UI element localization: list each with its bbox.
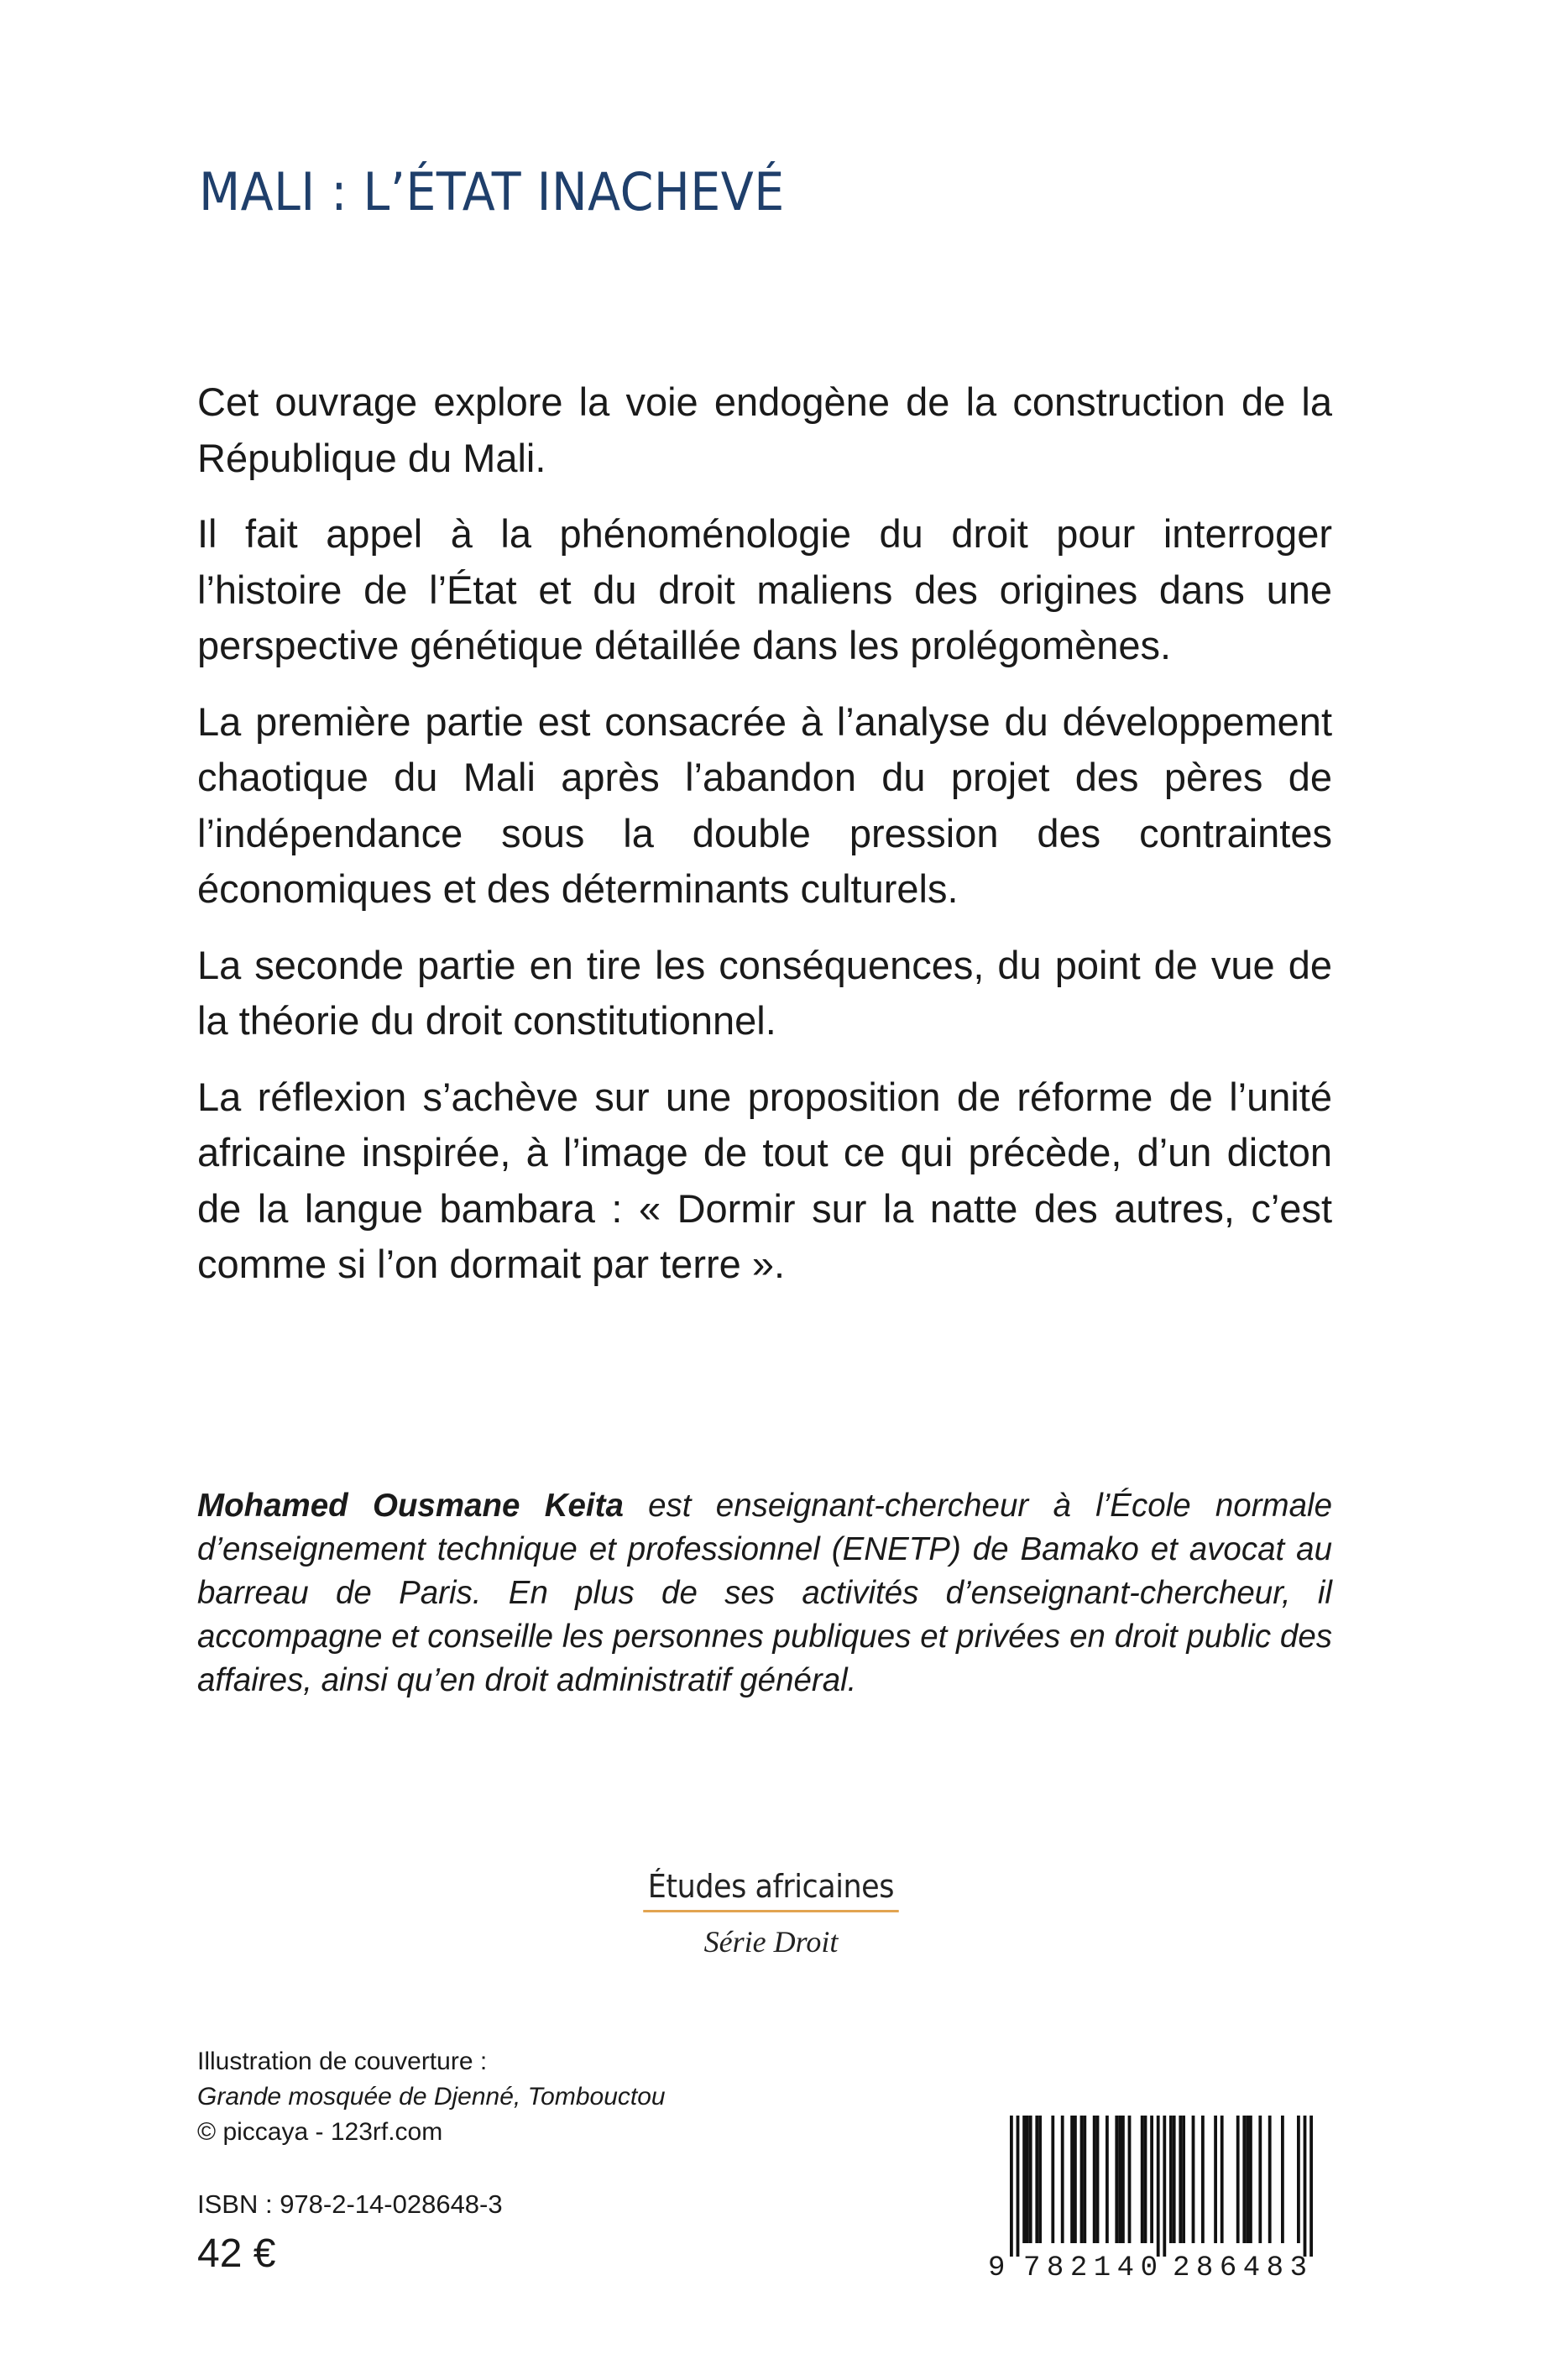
synopsis-paragraph: Cet ouvrage explore la voie endogène de la construction de la République du Mali. bbox=[197, 379, 1332, 480]
credits-label: Illustration de couverture : bbox=[197, 2048, 488, 2075]
barcode-bar bbox=[1173, 2116, 1176, 2243]
barcode-right-digits: 286483 bbox=[1173, 2252, 1307, 2279]
barcode-guard-bar bbox=[1157, 2116, 1160, 2257]
barcode-bar bbox=[1029, 2116, 1032, 2243]
barcode-bar bbox=[1297, 2116, 1300, 2243]
barcode-bar bbox=[1144, 2116, 1147, 2243]
barcode-left-digits: 782140 bbox=[1023, 2252, 1158, 2279]
barcode-bar bbox=[1169, 2116, 1173, 2243]
barcode-bars bbox=[1010, 2116, 1313, 2257]
barcode-bar bbox=[1070, 2116, 1074, 2243]
barcode-bar bbox=[1236, 2116, 1240, 2243]
barcode-bar bbox=[1080, 2116, 1084, 2243]
synopsis-paragraph: La réflexion s’achève sur une proposition de réforme de l’unité africaine inspirée, à l’image de tout ce qui précède, d’un dicton de la langue bambara : « Dormir sur la natte des autres, c’est comme si l’on dormait par terre ». bbox=[197, 1074, 1332, 1286]
credits-work: Grande mosquée de Djenné, Tombouctou bbox=[197, 2083, 666, 2111]
barcode-bar bbox=[1121, 2116, 1125, 2243]
barcode-bar bbox=[1093, 2116, 1096, 2243]
barcode-bar bbox=[1246, 2116, 1249, 2243]
barcode-bar bbox=[1179, 2116, 1182, 2243]
barcode-bar bbox=[1106, 2116, 1109, 2243]
barcode-bar bbox=[1096, 2116, 1100, 2243]
barcode-bar bbox=[1242, 2116, 1246, 2243]
barcode-bar bbox=[1141, 2116, 1144, 2243]
barcode-bar bbox=[1182, 2116, 1185, 2243]
author-bio bbox=[197, 1484, 1332, 1703]
barcode-bar bbox=[1281, 2116, 1284, 2243]
barcode-bar bbox=[1118, 2116, 1121, 2243]
barcode-bar bbox=[1026, 2116, 1029, 2243]
barcode-bar bbox=[1083, 2116, 1086, 2243]
barcode-bar bbox=[1214, 2116, 1217, 2243]
barcode-bar bbox=[1022, 2116, 1026, 2243]
series-block bbox=[0, 1868, 1542, 1959]
author-name: Mohamed Ousmane Keita bbox=[197, 1488, 624, 1524]
series-subtitle: Série Droit bbox=[703, 1925, 839, 1959]
isbn: ISBN : 978-2-14-028648-3 bbox=[197, 2189, 503, 2219]
barcode-bar bbox=[1051, 2116, 1054, 2243]
barcode-bar bbox=[1268, 2116, 1272, 2243]
synopsis-paragraph: Il fait appel à la phénoménologie du droit pour interroger l’histoire de l’État et du droit maliens des origines dans une perspective génétique détaillée dans les prolégomènes. bbox=[197, 511, 1332, 667]
synopsis-paragraph: La seconde partie en tire les conséquences, du point de vue de la théorie du droit constitutionnel. bbox=[197, 942, 1332, 1043]
series-name: Études africaines bbox=[643, 1868, 898, 1912]
barcode-bar bbox=[1249, 2116, 1252, 2243]
barcode-bar bbox=[1150, 2116, 1153, 2243]
barcode-bar bbox=[1035, 2116, 1038, 2243]
cover-credits bbox=[197, 2044, 666, 2150]
barcode-guard-bar bbox=[1010, 2116, 1013, 2257]
barcode-guard-bar bbox=[1017, 2116, 1020, 2257]
barcode bbox=[986, 2116, 1330, 2279]
synopsis bbox=[197, 374, 1332, 1313]
barcode-bar bbox=[1128, 2116, 1132, 2243]
author-bio-text: est enseignant-chercheur à l’École normale d’enseignement technique et professionnel (ENETP) de Bamako et avocat au barreau de Paris. En plus de ses activités d’enseignant-chercheur, il accompagne et conseille les personnes publiques et privées en droit public des affaires, ainsi qu’en droit administratif général. bbox=[197, 1488, 1332, 1698]
book-title: MALI : L’ÉTAT INACHEVÉ bbox=[199, 161, 785, 222]
barcode-bar bbox=[1192, 2116, 1195, 2243]
barcode-bar bbox=[1061, 2116, 1064, 2243]
synopsis-paragraph: La première partie est consacrée à l’analyse du développement chaotique du Mali après l’abandon du projet des pères de l’indépendance sous la double pression des contraintes économiques et des déterminants culturels. bbox=[197, 698, 1332, 911]
barcode-first-digit: 9 bbox=[988, 2252, 1006, 2279]
barcode-guard-bar bbox=[1163, 2116, 1166, 2257]
barcode-bar bbox=[1221, 2116, 1224, 2243]
price: 42 € bbox=[197, 2231, 276, 2276]
barcode-guard-bar bbox=[1304, 2116, 1307, 2257]
credits-copyright: © piccaya - 123rf.com bbox=[197, 2118, 443, 2146]
barcode-bar bbox=[1201, 2116, 1205, 2243]
barcode-guard-bar bbox=[1309, 2116, 1313, 2257]
barcode-bar bbox=[1258, 2116, 1262, 2243]
barcode-bar bbox=[1115, 2116, 1118, 2243]
barcode-bar bbox=[1038, 2116, 1042, 2243]
barcode-bar bbox=[1074, 2116, 1077, 2243]
